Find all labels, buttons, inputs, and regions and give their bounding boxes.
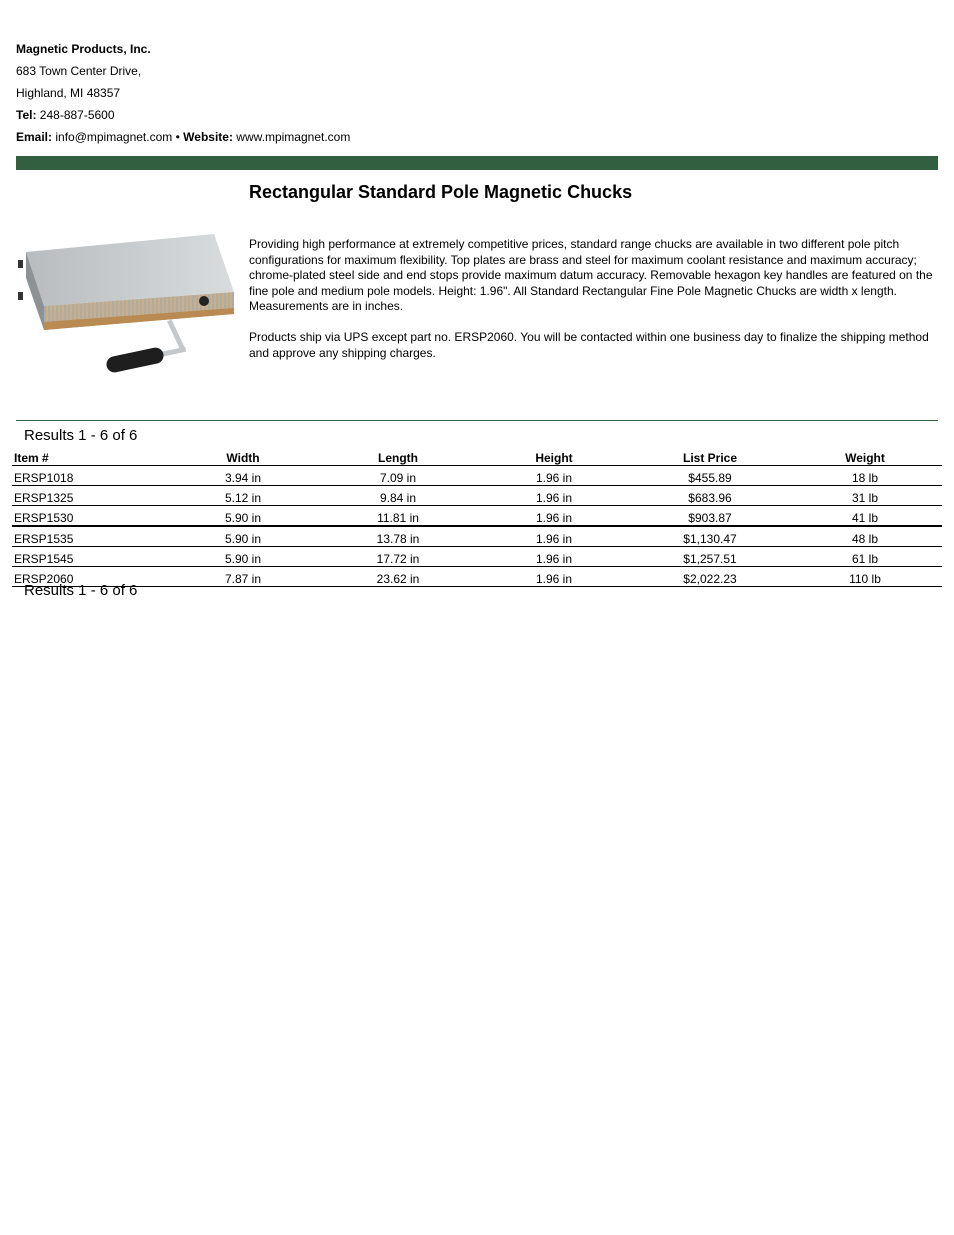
weight-cell: 41 lb <box>788 506 942 527</box>
item-number-cell: ERSP2060 <box>12 567 166 587</box>
column-header-width: Width <box>166 446 320 466</box>
website-label: Website: <box>183 130 233 144</box>
product-description <box>249 237 937 376</box>
width-cell: 5.12 in <box>166 486 320 506</box>
shipping-paragraph: Products ship via UPS except part no. ERSP2060. You will be contacted within one business day to finalize the shipping method and approve any shipping charges. <box>249 329 929 360</box>
item-number-cell: ERSP1535 <box>12 526 166 547</box>
column-header-length: Length <box>320 446 476 466</box>
header-divider-bar <box>16 156 938 170</box>
tel-label: Tel: <box>16 108 37 122</box>
price-cell: $903.87 <box>632 506 788 527</box>
table-row <box>12 526 942 547</box>
height-cell: 1.96 in <box>476 567 632 587</box>
height-cell: 1.96 in <box>476 547 632 567</box>
price-cell: $1,130.47 <box>632 526 788 547</box>
price-cell: $683.96 <box>632 486 788 506</box>
length-cell: 17.72 in <box>320 547 476 567</box>
height-cell: 1.96 in <box>476 506 632 527</box>
weight-cell: 61 lb <box>788 547 942 567</box>
height-cell: 1.96 in <box>476 466 632 486</box>
results-count-bottom: Results 1 - 6 of 6 <box>24 582 138 599</box>
email-label: Email: <box>16 130 53 144</box>
tel-value: 248-887-5600 <box>39 108 115 122</box>
weight-cell: 48 lb <box>788 526 942 547</box>
item-number-cell: ERSP1325 <box>12 486 166 506</box>
weight-cell: 110 lb <box>788 567 942 587</box>
price-cell: $455.89 <box>632 466 788 486</box>
column-header-list-price: List Price <box>632 446 788 466</box>
item-number-cell: ERSP1018 <box>12 466 166 486</box>
height-cell: 1.96 in <box>476 526 632 547</box>
separator: • <box>175 130 180 144</box>
length-cell: 23.62 in <box>320 567 476 587</box>
phone-line <box>16 104 350 126</box>
width-cell: 5.90 in <box>166 526 320 547</box>
length-cell: 11.81 in <box>320 506 476 527</box>
company-info <box>16 38 350 148</box>
table-row <box>12 547 942 567</box>
table-row <box>12 466 942 486</box>
width-cell: 3.94 in <box>166 466 320 486</box>
results-count-top: Results 1 - 6 of 6 <box>24 427 138 444</box>
price-cell: $1,257.51 <box>632 547 788 567</box>
price-cell: $2,022.23 <box>632 567 788 587</box>
company-name: Magnetic Products, Inc. <box>16 42 151 56</box>
item-number-cell: ERSP1545 <box>12 547 166 567</box>
product-title: Rectangular Standard Pole Magnetic Chucks <box>249 182 633 202</box>
width-cell: 7.87 in <box>166 567 320 587</box>
table-header-row <box>12 446 942 466</box>
section-divider <box>16 420 938 421</box>
item-number-cell: ERSP1530 <box>12 506 166 527</box>
weight-cell: 18 lb <box>788 466 942 486</box>
table-row <box>12 567 942 587</box>
length-cell: 7.09 in <box>320 466 476 486</box>
product-photo <box>14 222 236 382</box>
table-row <box>12 506 942 527</box>
width-cell: 5.90 in <box>166 506 320 527</box>
length-cell: 9.84 in <box>320 486 476 506</box>
width-cell: 5.90 in <box>166 547 320 567</box>
table-row <box>12 486 942 506</box>
length-cell: 13.78 in <box>320 526 476 547</box>
address-line-2: Highland, MI 48357 <box>16 86 121 100</box>
column-header-height: Height <box>476 446 632 466</box>
products-table <box>12 446 942 587</box>
website-value: www.mpimagnet.com <box>236 130 351 144</box>
contact-line <box>16 126 350 148</box>
weight-cell: 31 lb <box>788 486 942 506</box>
column-header-weight: Weight <box>788 446 942 466</box>
address-line-1: 683 Town Center Drive, <box>16 64 142 78</box>
height-cell: 1.96 in <box>476 486 632 506</box>
email-value: info@mpimagnet.com <box>55 130 173 144</box>
column-header-item: Item # <box>12 446 166 466</box>
description-paragraph: Providing high performance at extremely competitive prices, standard range chucks are available in two different pole pitch configurations for maximum flexibility. Top plates are brass and steel for maximum coolant resistance and maximum accuracy; chrome-plated steel side and end stops provide maximum datum accuracy. Removable hexagon key handles are featured on the fine pole and medium pole models. Height: 1.96". All Standard Rectangular Fine Pole Magnetic Chucks are width x length. Measurements are in inches. <box>249 237 933 314</box>
